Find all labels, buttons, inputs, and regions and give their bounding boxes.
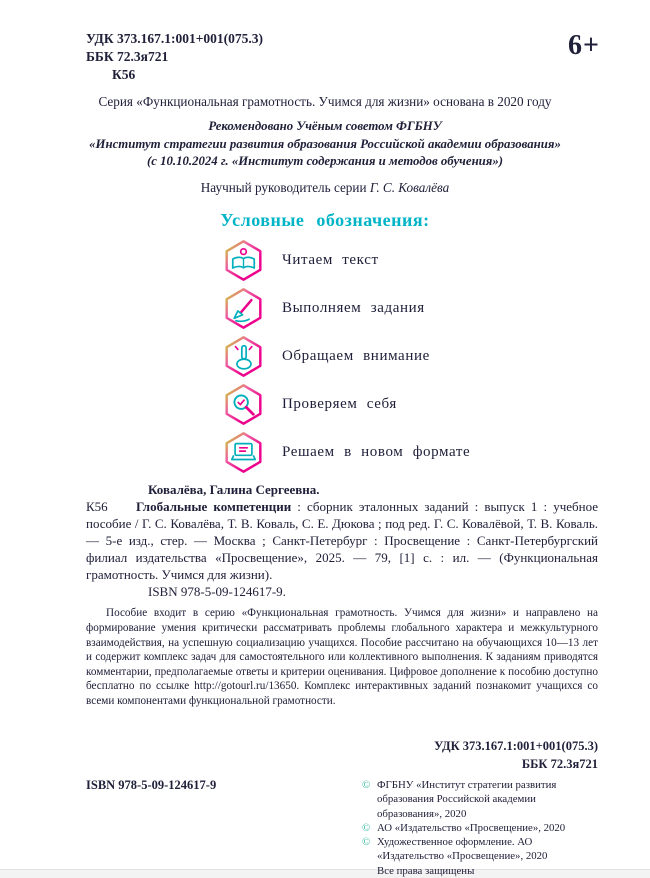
isbn-bottom: ISBN 978-5-09-124617-9	[86, 778, 217, 792]
legend-item-read	[222, 239, 650, 282]
legend-heading: Условные обозначения:	[220, 210, 430, 231]
writing-hand-icon	[222, 287, 265, 330]
author-sign: К56	[112, 66, 136, 82]
bibliographic-card	[86, 482, 598, 600]
copyright-text: АО «Издательство «Просвещение», 2020	[377, 821, 566, 834]
magnifier-check-icon	[222, 383, 265, 426]
copyright-row	[362, 835, 602, 864]
legend-item-label: Обращаем внимание	[282, 348, 430, 365]
classification-block	[86, 30, 263, 83]
copyright-symbol: ©	[362, 836, 371, 848]
copyright-row	[362, 864, 602, 878]
legend-item-tasks	[222, 287, 650, 330]
legend-item-label: Выполняем задания	[282, 300, 425, 317]
copyright-row	[362, 778, 602, 821]
bbk-number: ББК 72.3я721	[86, 48, 169, 64]
copyright-symbol: ©	[362, 779, 371, 791]
biblio-title: Глобальные компетенции	[136, 499, 292, 515]
legend-item-attention	[222, 335, 650, 378]
legend-item-label: Проверяем себя	[282, 396, 397, 413]
legend-item-digital	[222, 431, 650, 474]
biblio-description	[86, 499, 598, 583]
legend-item-label: Читаем текст	[282, 252, 379, 269]
pointing-hand-icon	[222, 335, 265, 378]
biblio-details: : сборник эталонных заданий : выпуск 1 : учебное пособие / Г. С. Ковалёва, Т. В. Коваль, С. Е. Дюкова ; под ред. Г. С. Ковалёвой, Т. В. Коваль. — 5-е изд., стер. — Москва ; Санкт-Петербург : Просвещение : Санкт-Петербургский филиал издательства «Просвещение», 2025. — 79, [1] с. : ил. — (Функциональная грамотность. Учимся для жизни).	[86, 499, 599, 582]
legend-item-label: Решаем в новом формате	[282, 444, 471, 461]
bbk-number-bottom: ББК 72.3я721	[521, 756, 598, 771]
recommendation-line-1: Рекомендовано Учёным советом ФГБНУ	[208, 119, 442, 134]
open-book-reading-icon	[222, 239, 265, 282]
copyright-text: Художественное оформление. АО «Издательство «Просвещение», 2020	[377, 836, 548, 863]
copyright-row	[362, 821, 602, 835]
biblio-author-sign: К56	[86, 499, 108, 515]
copyright-text: Все права защищены	[377, 864, 475, 877]
udk-number: УДК 373.167.1:001+001(075.3)	[86, 31, 264, 46]
legend-list	[222, 239, 650, 474]
copyright-symbol	[362, 864, 377, 878]
recommendation-line-2: «Институт стратегии развития образования Российской академии образования»	[89, 136, 561, 151]
biblio-isbn: ISBN 978-5-09-124617-9.	[148, 583, 286, 599]
legend-item-check	[222, 383, 650, 426]
series-line: Серия «Функциональная грамотность. Учимся для жизни» основана в 2020 году	[98, 94, 552, 110]
footer-block	[86, 778, 602, 878]
recommendation-block	[0, 118, 650, 170]
age-rating-badge: 6+	[568, 30, 600, 61]
annotation-text: Пособие входит в серию «Функциональная грамотность. Учимся для жизни» и направлено на формирование умения критически рассматривать проблемы глобального характера и межкультурного взаимодействия, на успешную социализацию учащихся. Пособие рассчитано на обучающихся 10—13 лет и содержит комплекс задач для самостоятельного или коллективного выполнения. К заданиям приводятся комментарии, предполагаемые ответы и критерии оценивания. Цифровое дополнение к пособию доступно бесплатно по ссылке http://gotourl.ru/13650. Комплекс интерактивных заданий познакомит учащихся со всеми компонентами функциональной грамотности.	[86, 607, 598, 707]
copyright-text: ФГБНУ «Институт стратегии развития образования Российской академии образования», 2020	[377, 779, 557, 820]
classification-credits	[434, 738, 598, 773]
copyright-block	[362, 778, 602, 878]
udk-number-bottom: УДК 373.167.1:001+001(075.3)	[434, 739, 598, 753]
recommendation-line-3: (с 10.10.2024 г. «Институт содержания и методов обучения»)	[146, 153, 504, 168]
laptop-icon	[222, 431, 265, 474]
supervisor-name: Г. С. Ковалёва	[369, 180, 450, 196]
biblio-author: Ковалёва, Галина Сергеевна.	[148, 482, 320, 498]
copyright-symbol: ©	[362, 821, 371, 834]
supervisor-prefix: Научный руководитель серии	[200, 180, 370, 196]
series-supervisor-line	[0, 180, 650, 196]
header-block	[0, 0, 650, 83]
